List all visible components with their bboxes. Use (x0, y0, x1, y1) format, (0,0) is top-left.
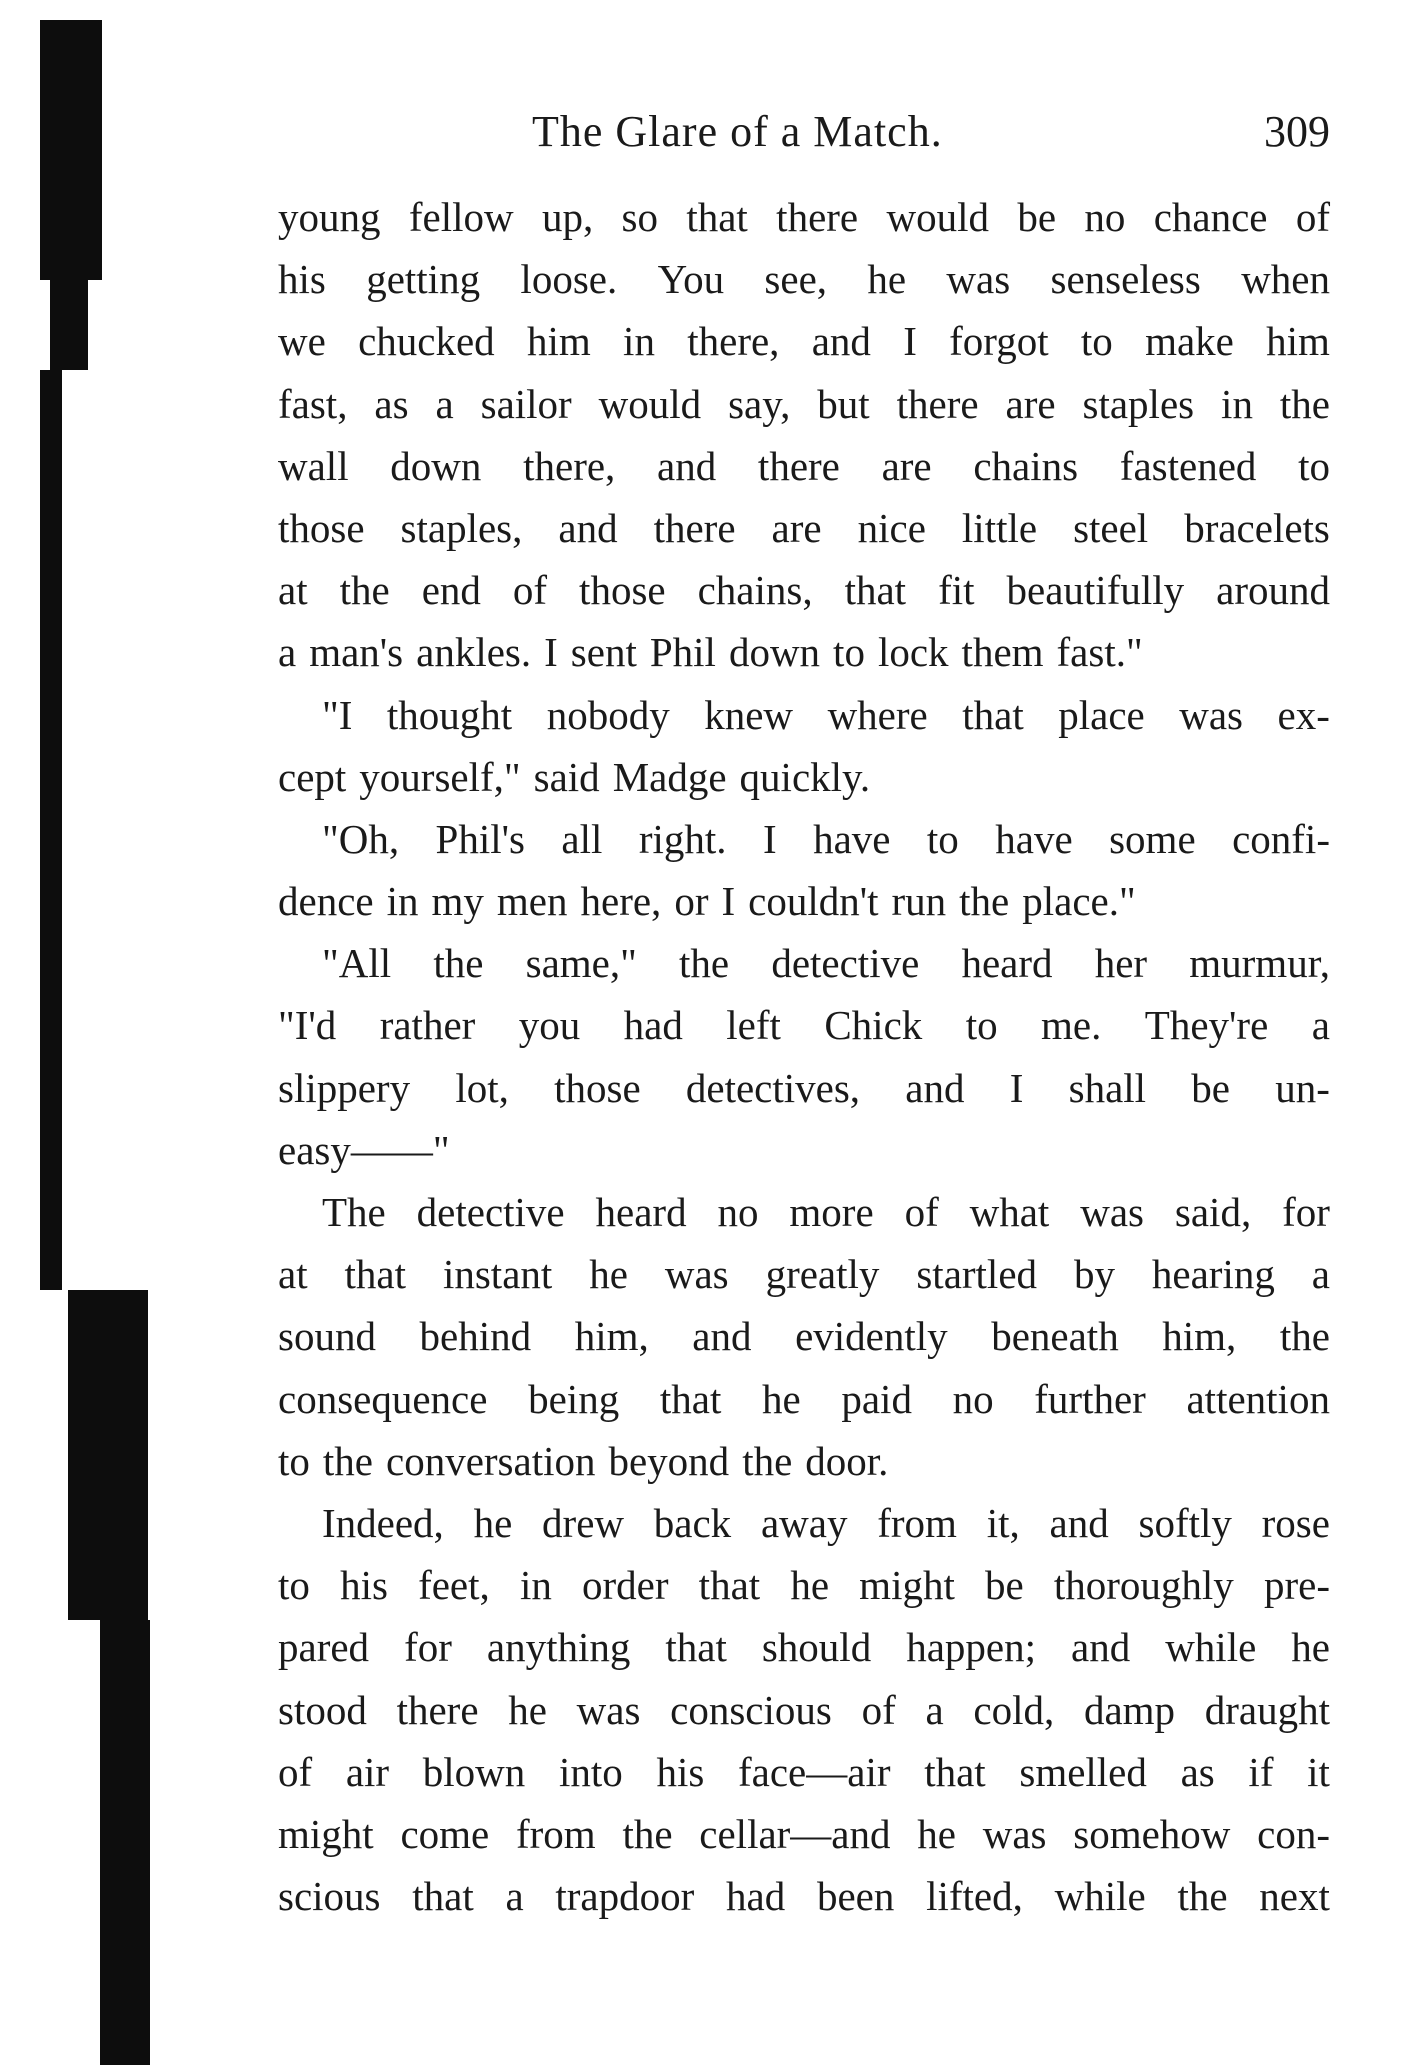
text-line (278, 932, 1330, 994)
word: Madge (612, 753, 727, 800)
word: senseless (1050, 256, 1201, 303)
word: the (679, 940, 730, 987)
word: up, (541, 194, 594, 240)
text-line (278, 1243, 1330, 1305)
text-line (278, 310, 1330, 372)
word: and (692, 1313, 752, 1360)
word: was (946, 256, 1011, 303)
word: here, (580, 878, 662, 925)
word: and (558, 504, 618, 551)
word: "I'd (278, 1002, 337, 1049)
scan-binding-shadow (40, 20, 110, 2065)
word: or (674, 878, 709, 925)
word: a (435, 380, 454, 427)
word: sound (278, 1313, 376, 1360)
text-line (278, 559, 1330, 621)
word: little (961, 504, 1038, 551)
word: detectives, (685, 1064, 861, 1111)
word: say, (728, 380, 791, 427)
word: forgot (949, 318, 1049, 365)
word: we (278, 318, 326, 365)
word: away (760, 1499, 848, 1546)
word: cept (278, 753, 347, 800)
word: was (1080, 1189, 1144, 1235)
word: I (544, 629, 558, 676)
word: Indeed, (322, 1499, 444, 1546)
word: he (1291, 1624, 1330, 1671)
word: to (1080, 318, 1113, 365)
word: door. (805, 1437, 889, 1484)
word: be (1017, 194, 1057, 240)
word: he (762, 1375, 801, 1422)
word: The (322, 1189, 386, 1235)
word: it (1307, 1748, 1330, 1795)
word: staples, (400, 504, 523, 551)
word: slippery (278, 1064, 411, 1111)
word: it, (986, 1499, 1020, 1546)
word: stood (278, 1686, 367, 1733)
word: Phil's (435, 815, 525, 862)
word: was (982, 1810, 1047, 1857)
word: rather (379, 1002, 476, 1049)
running-title: The Glare of a Match. (532, 107, 943, 156)
word: confi- (1232, 815, 1330, 862)
word: greatly (765, 1251, 880, 1298)
word: pre- (1263, 1562, 1330, 1609)
word: might (278, 1810, 374, 1857)
word: "I (322, 691, 353, 738)
word: hearing (1151, 1251, 1275, 1298)
word: the (1279, 380, 1330, 427)
word: was (576, 1686, 641, 1733)
word: my (431, 878, 484, 925)
word: to (965, 1002, 998, 1049)
word: some (1109, 815, 1196, 862)
word: order (582, 1562, 669, 1609)
text-line (278, 1368, 1330, 1430)
word: down (728, 629, 821, 676)
word: a (278, 629, 297, 676)
word: damp (1083, 1686, 1176, 1733)
word: sailor (480, 380, 572, 427)
word: when (1241, 256, 1330, 303)
word: make (1145, 318, 1234, 365)
word: what (969, 1189, 1050, 1235)
word: draught (1204, 1686, 1330, 1733)
word: that (344, 1251, 407, 1298)
word: in (519, 1562, 552, 1609)
word: that (962, 691, 1024, 738)
text-line (278, 808, 1330, 870)
word: that (844, 567, 907, 614)
word: in (386, 878, 419, 925)
word: instant (442, 1251, 553, 1298)
text-line (278, 435, 1330, 497)
text-line (278, 1865, 1330, 1927)
text-line (278, 1430, 1330, 1492)
word: feet, (418, 1562, 490, 1609)
word: startled (916, 1251, 1038, 1298)
word: smelled (1019, 1748, 1147, 1795)
word: him (1266, 318, 1330, 365)
word: rose (1261, 1499, 1330, 1546)
word: easy——" (278, 1126, 450, 1173)
word: left (726, 1002, 781, 1049)
word: the (339, 567, 390, 614)
text-line (278, 186, 1330, 248)
word: and (811, 318, 871, 365)
word: pared (278, 1624, 370, 1671)
word: "All (322, 940, 392, 987)
word: wall (278, 442, 349, 489)
word: yourself," (359, 753, 521, 800)
word: the (322, 1437, 373, 1484)
word: and (657, 442, 717, 489)
word: there (757, 442, 840, 489)
word: lock (877, 629, 949, 676)
word: said (533, 753, 600, 800)
word: have (995, 815, 1073, 862)
word: attention (1186, 1375, 1330, 1422)
word: no (1084, 194, 1126, 240)
word: the (742, 1437, 793, 1484)
word: those (278, 504, 365, 551)
word: a (925, 1686, 944, 1733)
word: in (1221, 380, 1253, 427)
word: bracelets (1184, 504, 1330, 551)
word: was (1179, 691, 1244, 738)
word: that (665, 1624, 727, 1671)
word: the (1177, 1873, 1228, 1920)
word: fast, (278, 380, 348, 427)
word: he (589, 1251, 628, 1298)
word: he (508, 1686, 547, 1733)
word: trapdoor (555, 1873, 695, 1920)
word: had (623, 1002, 683, 1049)
text-line (278, 1554, 1330, 1616)
word: loose. (520, 256, 618, 303)
word: I (762, 815, 777, 862)
word: murmur, (1189, 940, 1330, 987)
word: his (656, 1748, 705, 1795)
word: paid (841, 1375, 912, 1422)
word: there (653, 504, 736, 551)
word: behind (419, 1313, 532, 1360)
word: those (554, 1064, 641, 1111)
word: his (278, 256, 326, 303)
word: a (1311, 1251, 1330, 1298)
word: detective (771, 940, 920, 987)
word: of (278, 1748, 313, 1795)
word: They're (1144, 1002, 1269, 1049)
word: are (771, 504, 822, 551)
running-head (278, 100, 1330, 172)
word: heard (595, 1189, 687, 1235)
word: beneath (991, 1313, 1119, 1360)
word: him, (574, 1313, 649, 1360)
word: a (505, 1873, 524, 1920)
text-line (278, 373, 1330, 435)
word: would (886, 194, 989, 240)
word: un- (1275, 1064, 1330, 1111)
word: of (512, 567, 548, 614)
text-line (278, 1119, 1330, 1181)
word: but (817, 380, 870, 427)
word: fit (938, 567, 975, 614)
word: would (598, 380, 702, 427)
word: detective (416, 1189, 565, 1235)
word: sent (570, 629, 637, 676)
word: him (526, 318, 591, 365)
word: he (473, 1499, 513, 1546)
text-line (278, 1616, 1330, 1678)
word: there (396, 1686, 479, 1733)
word: lot, (455, 1064, 509, 1111)
word: right. (638, 815, 727, 862)
word: that (924, 1748, 986, 1795)
word: I (903, 318, 917, 365)
word: so (621, 194, 658, 240)
word: might (859, 1562, 955, 1609)
word: air (345, 1748, 390, 1795)
text-line (278, 1181, 1330, 1243)
word: have (813, 815, 891, 862)
word: anything (486, 1624, 631, 1671)
word: he (867, 256, 907, 303)
word: her (1094, 940, 1148, 987)
word: man's (309, 629, 404, 676)
word: down (390, 442, 482, 489)
text-line (278, 1803, 1330, 1865)
word: he (790, 1562, 830, 1609)
word: chance (1153, 194, 1268, 240)
word: of (1295, 194, 1330, 240)
word: men (496, 878, 568, 925)
word: chucked (358, 318, 495, 365)
page-number: 309 (1264, 107, 1330, 156)
word: should (761, 1624, 872, 1671)
word: softly (1138, 1499, 1232, 1546)
word: consequence (278, 1375, 488, 1422)
word: the (433, 940, 484, 987)
word: as (1180, 1748, 1215, 1795)
word: heard (961, 940, 1053, 987)
word: place (1058, 691, 1145, 738)
word: of (904, 1189, 939, 1235)
word: being (528, 1375, 620, 1422)
word: fast." (1056, 629, 1143, 676)
word: him, (1162, 1313, 1237, 1360)
word: I (1009, 1064, 1024, 1111)
word: there (896, 380, 979, 427)
word: there, (687, 318, 780, 365)
word: to (926, 815, 959, 862)
word: to (278, 1437, 310, 1484)
word: more (789, 1189, 874, 1235)
word: see, (764, 256, 828, 303)
word: cold, (973, 1686, 1055, 1733)
word: ex- (1277, 691, 1330, 738)
word: end (421, 567, 481, 614)
word: there, (523, 442, 616, 489)
word: run (891, 878, 947, 925)
word: Phil (649, 629, 716, 676)
word: "Oh, (322, 815, 400, 862)
word: while (1165, 1624, 1257, 1671)
word: couldn't (748, 878, 879, 925)
word: from (877, 1499, 957, 1546)
word: to (278, 1562, 310, 1609)
word: somehow (1073, 1810, 1231, 1857)
word: no (717, 1189, 759, 1235)
word: of (861, 1686, 896, 1733)
word: in (623, 318, 655, 365)
word: to (1298, 442, 1330, 489)
word: evidently (795, 1313, 948, 1360)
word: shall (1068, 1064, 1147, 1111)
word: at (278, 1251, 308, 1298)
word: there (776, 194, 859, 240)
word: into (558, 1748, 623, 1795)
word: Chick (824, 1002, 923, 1049)
text-line (278, 746, 1330, 808)
word: that (686, 194, 748, 240)
word: next (1259, 1873, 1330, 1920)
word: con- (1257, 1810, 1330, 1857)
word: all (561, 815, 603, 862)
word: thoroughly (1053, 1562, 1234, 1609)
body-text (278, 186, 1330, 1927)
word: me. (1041, 1002, 1102, 1049)
text-line (278, 994, 1330, 1056)
word: face—air (738, 1748, 891, 1795)
word: back (653, 1499, 732, 1546)
word: the (959, 878, 1010, 925)
word: for (1282, 1189, 1330, 1235)
word: fellow (408, 194, 514, 240)
book-page (278, 100, 1330, 1927)
text-line (278, 248, 1330, 310)
word: thought (386, 691, 513, 738)
word: come (400, 1810, 490, 1857)
word: You (657, 256, 725, 303)
word: conscious (670, 1686, 832, 1733)
word: are (881, 442, 932, 489)
word: from (515, 1810, 596, 1857)
word: had (726, 1873, 786, 1920)
word: was (664, 1251, 729, 1298)
text-line (278, 1679, 1330, 1741)
word: and (1049, 1499, 1109, 1546)
word: for (404, 1624, 452, 1671)
word: dence (278, 878, 374, 925)
word: happen; (906, 1624, 1036, 1671)
word: you (518, 1002, 581, 1049)
word: at (278, 567, 308, 614)
word: further (1034, 1375, 1146, 1422)
text-line (278, 870, 1330, 932)
word: and (905, 1064, 965, 1111)
word: same," (525, 940, 637, 987)
word: while (1054, 1873, 1146, 1920)
word: conversation (386, 1437, 596, 1484)
word: nice (857, 504, 926, 551)
word: that (412, 1873, 474, 1920)
word: are (1005, 380, 1056, 427)
text-line (278, 621, 1330, 683)
word: to (833, 629, 865, 676)
word: them (961, 629, 1044, 676)
word: cellar—and (699, 1810, 891, 1857)
word: and (1071, 1624, 1131, 1671)
text-line (278, 684, 1330, 746)
word: getting (366, 256, 481, 303)
word: steel (1073, 504, 1149, 551)
word: nobody (546, 691, 670, 738)
word: quickly. (739, 753, 871, 800)
text-line (278, 1057, 1330, 1119)
word: where (827, 691, 928, 738)
text-line (278, 497, 1330, 559)
word: as (374, 380, 409, 427)
word: beyond (608, 1437, 730, 1484)
text-line (278, 1305, 1330, 1367)
word: his (340, 1562, 388, 1609)
word: he (917, 1810, 956, 1857)
text-line (278, 1741, 1330, 1803)
word: I (721, 878, 736, 925)
word: be (985, 1562, 1024, 1609)
word: ankles. (416, 629, 532, 676)
word: around (1216, 567, 1330, 614)
word: chains, (697, 567, 813, 614)
word: fastened (1119, 442, 1257, 489)
word: said, (1174, 1189, 1252, 1235)
word: if (1248, 1748, 1274, 1795)
word: knew (704, 691, 794, 738)
word: staples (1082, 380, 1195, 427)
word: lifted, (926, 1873, 1023, 1920)
word: those (579, 567, 666, 614)
word: blown (422, 1748, 526, 1795)
word: young (278, 194, 381, 240)
word: beautifully (1006, 567, 1185, 614)
word: be (1191, 1064, 1230, 1111)
word: a (1311, 1002, 1330, 1049)
word: that (659, 1375, 722, 1422)
word: scious (278, 1873, 381, 1920)
word: the (1279, 1313, 1330, 1360)
word: no (952, 1375, 994, 1422)
word: that (698, 1562, 761, 1609)
text-line (278, 1492, 1330, 1554)
word: been (816, 1873, 895, 1920)
word: the (622, 1810, 673, 1857)
word: place." (1022, 878, 1136, 925)
word: by (1073, 1251, 1115, 1298)
word: chains (973, 442, 1079, 489)
word: drew (542, 1499, 625, 1546)
